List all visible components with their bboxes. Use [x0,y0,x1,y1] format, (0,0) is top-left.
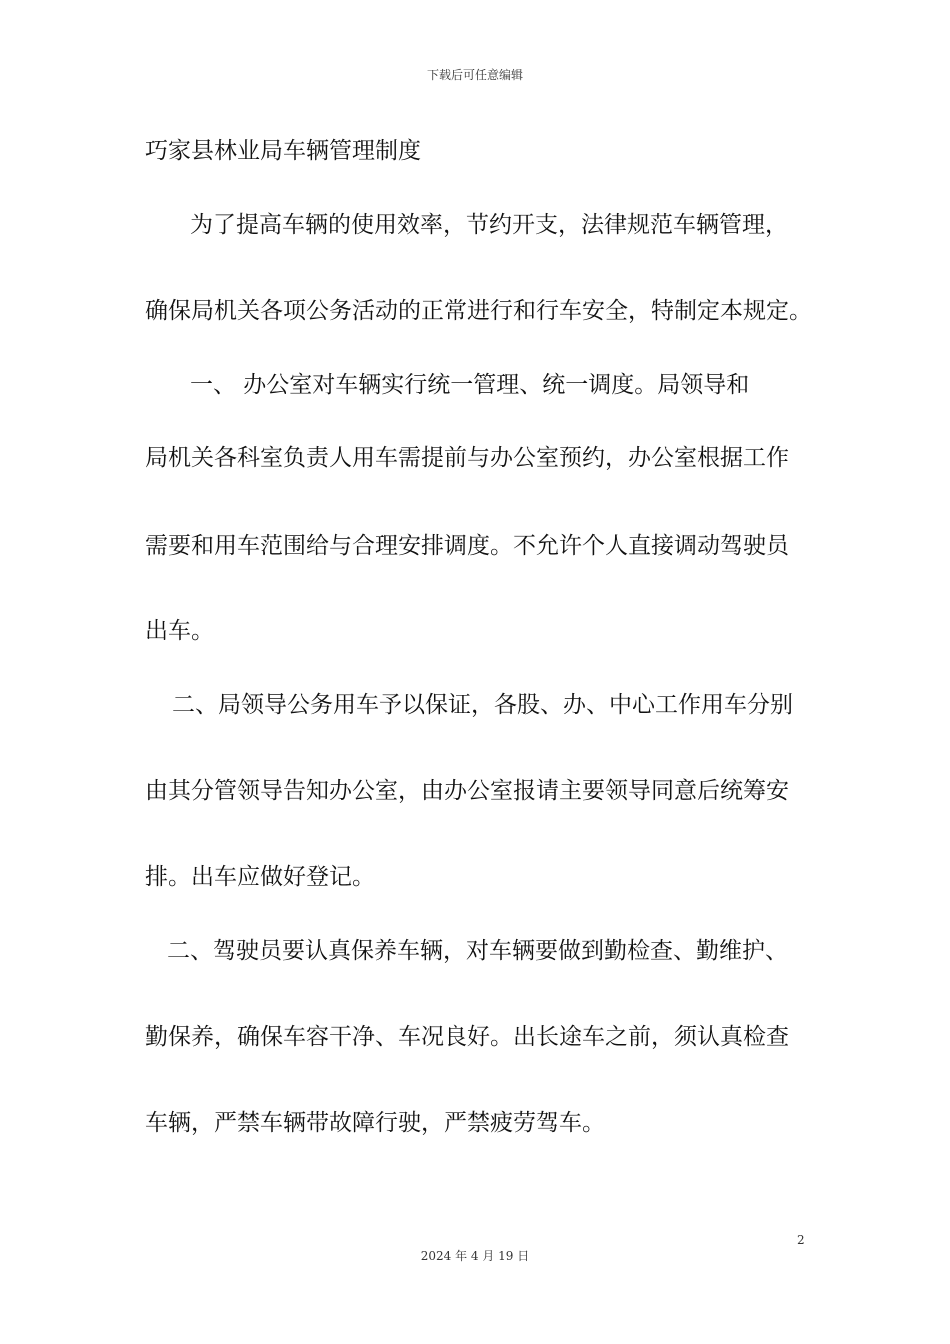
paragraph-line: 一、 办公室对车辆实行统一管理、统一调度。局领导和 [190,372,750,398]
paragraph-line: 需要和用车范围给与合理安排调度。不允许个人直接调动驾驶员 [145,533,789,559]
paragraph-line: 勤保养，确保车容干净、车况良好。出长途车之前，须认真检查 [145,1024,789,1050]
paragraph-line: 二、驾驶员要认真保养车辆，对车辆要做到勤检查、勤维护、 [167,938,788,964]
paragraph-line: 车辆，严禁车辆带故障行驶，严禁疲劳驾车。 [145,1110,605,1136]
paragraph-line: 确保局机关各项公务活动的正常进行和行车安全，特制定本规定。 [145,298,812,324]
document-title: 巧家县林业局车辆管理制度 [145,138,421,164]
paragraph-line: 局机关各科室负责人用车需提前与办公室预约，办公室根据工作 [145,445,789,471]
footer-date: 2024 年 4 月 19 日 [420,1249,530,1263]
paragraph-line: 二、局领导公务用车予以保证，各股、办、中心工作用车分别 [172,692,793,718]
paragraph-line: 出车。 [145,618,214,644]
paragraph-line: 由其分管领导告知办公室，由办公室报请主要领导同意后统筹安 [145,778,789,804]
paragraph-line: 排。出车应做好登记。 [145,864,375,890]
header-note: 下载后可任意编辑 [426,68,523,82]
page-number: 2 [797,1233,805,1247]
paragraph-line: 为了提高车辆的使用效率，节约开支，法律规范车辆管理， [190,212,788,238]
